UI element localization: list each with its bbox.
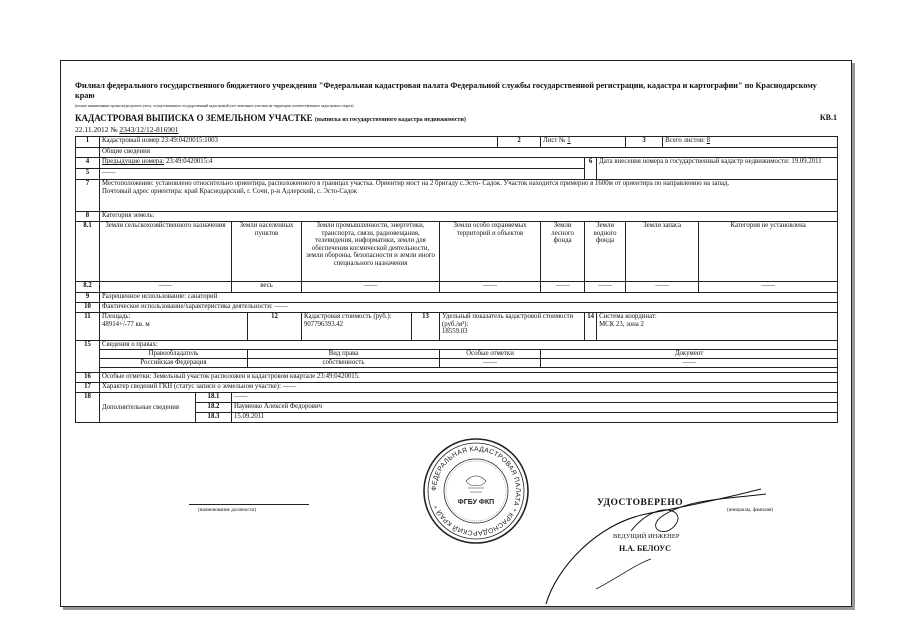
stamp-ring-text: ФЕДЕРАЛЬНАЯ КАДАСТРОВАЯ ПАЛАТА * КРАСНОДАРСКИЙ КРАЙ *: [430, 445, 522, 537]
row-17: [76, 383, 838, 393]
row-6-num: 6: [585, 158, 597, 180]
cadastral-table: [75, 136, 838, 423]
rights-type-value: собственность: [248, 359, 440, 368]
category-protected: Земли особо охраняемых территорий и объектов: [440, 222, 541, 282]
row-3-num: 3: [626, 137, 663, 148]
entry-date-cell: [597, 158, 838, 180]
row-18-3-num: 18.3: [196, 413, 232, 423]
rights-document-header: Документ: [541, 350, 838, 359]
cadastral-value-value: 907796393.42: [304, 320, 344, 328]
category-value-agricultural: ——: [100, 282, 232, 293]
row-15-label: [76, 341, 838, 350]
entry-date-value: 19.09.2011: [791, 158, 822, 165]
category-water: Земли водного фонда: [585, 222, 626, 282]
permitted-use-cell: [100, 293, 838, 303]
category-value-industrial: ——: [302, 282, 440, 293]
permitted-use-value: санаторий: [187, 293, 218, 300]
row-18-1: [76, 393, 838, 403]
row-8-num: 8: [76, 212, 100, 222]
document-date-number: [75, 125, 179, 134]
document-title: [75, 113, 466, 123]
rights-header-row: [76, 350, 838, 359]
specific-value-cell: [440, 313, 585, 341]
category-forest: Земли лесного фонда: [541, 222, 585, 282]
row-9: [76, 293, 838, 303]
document-number: 2343/12/12-816901: [119, 125, 179, 134]
stamp-emblem-icon: [466, 476, 486, 492]
category-value-water: ——: [585, 282, 626, 293]
area-cell: [100, 313, 248, 341]
additional-info-value-1: ——: [232, 393, 838, 403]
record-status-cell: [100, 383, 838, 393]
cadastral-number-label: Кадастровый номер: [102, 137, 160, 144]
document-title-note: (выписка из государственного кадастра недвижимости): [314, 117, 466, 123]
rights-label: Сведения о правах:: [100, 341, 838, 350]
actual-use-cell: [100, 303, 838, 313]
row-13-num: 13: [412, 313, 440, 341]
document-number-prefix: №: [110, 125, 118, 134]
signer-name: Н.А. БЕЛОУС: [619, 544, 671, 553]
position-signature-line: [189, 504, 309, 505]
category-value-reserve: ——: [626, 282, 699, 293]
organization-name: Филиал федерального государственного бюджетного учреждения "Федеральная кадастровая палата Федеральной службы государственной регистрации, кадастра и картографии" по Краснодарскому краю: [75, 81, 817, 100]
row-12-num: 12: [248, 313, 302, 341]
sheet-number-label: Лист №: [543, 137, 566, 144]
previous-numbers-label: Предыдущие номера:: [102, 158, 165, 165]
previous-numbers-value: 23:49:0420015:4: [165, 158, 213, 165]
general-row: [76, 148, 838, 158]
category-value-settlements: весь: [232, 282, 302, 293]
row-8: [76, 212, 838, 222]
rights-value-row: [76, 359, 838, 368]
specific-value-label: Удельный показатель кадастровой стоимости (руб./м²):: [442, 313, 574, 328]
category-value-forest: ——: [541, 282, 585, 293]
rights-holder-value: Российская Федерация: [100, 359, 248, 368]
cadastral-value-cell: [302, 313, 412, 341]
position-caption: (наименование должности): [198, 508, 257, 513]
total-sheets-label: Всего листов:: [665, 137, 705, 144]
category-not-established: Категория не установлена: [699, 222, 838, 282]
row-18-num: 18: [76, 393, 100, 423]
row-18-2-num: 18.2: [196, 403, 232, 413]
signer-position: ВЕДУЩИЙ ИНЖЕНЕР: [613, 533, 680, 540]
additional-info-label: Дополнительные сведения: [100, 393, 196, 423]
certified-label: УДОСТОВЕРЕНО: [597, 498, 684, 508]
cadastral-value-label: Кадастровая стоимость (руб.):: [304, 313, 392, 320]
row-4-num: 4: [76, 158, 100, 169]
document-sheet: [60, 60, 852, 607]
location-text: Местоположение: установлено относительно ориентира, расположенного в границах участка. Ориентир мост на 2 бригаду с.Эсто- Садок. Участок находится примерно в 1600м от ориентира по направлению на запад.: [102, 180, 730, 187]
row-8-1: [76, 222, 838, 282]
row-7-num: 7: [76, 180, 100, 212]
official-stamp-icon: [421, 436, 531, 546]
row-7: [76, 180, 838, 212]
row-4: [76, 158, 838, 169]
handwritten-signature-icon: [536, 469, 776, 609]
organization-note: (полное наименование органа кадастрового учета, осуществляющего государственный кадастровый учет земельных участков на территории соответствующего кадастрового округа): [75, 104, 354, 108]
additional-info-value-2: Науменко Алексей Федорович: [232, 403, 838, 413]
total-sheets-value: 8: [706, 137, 711, 144]
record-status-value: ——: [282, 383, 297, 390]
document-title-text: КАДАСТРОВАЯ ВЫПИСКА О ЗЕМЕЛЬНОМ УЧАСТКЕ: [75, 113, 313, 123]
rights-document-value: ——: [541, 359, 838, 368]
additional-info-value-3: 15.09.2011: [232, 413, 838, 423]
row-14-num: 14: [585, 313, 597, 341]
row-16: [76, 373, 838, 383]
rights-holder-header: Правообладатель: [100, 350, 248, 359]
row-5-num: 5: [76, 169, 100, 180]
category-industrial: Земли промышленности, энергетики, транспорта, связи, радиовещания, телевидения, информатики, земли для обеспечения космической деятельности, земли обороны, безопасности и земли иного специального назначения: [302, 222, 440, 282]
row-2-num: 2: [498, 137, 541, 148]
row-8-1-num: 8.1: [76, 222, 100, 282]
name-caption: (инициалы, фамилия): [727, 508, 774, 513]
cadastral-number-cell: [100, 137, 498, 148]
cadastral-number-value: 23:49:0420015:1003: [161, 137, 218, 144]
row-11: [76, 313, 838, 341]
category-reserve: Земли запаса: [626, 222, 699, 282]
row-1: [76, 137, 838, 148]
row-8-2: [76, 282, 838, 293]
previous-numbers-cell: [100, 158, 585, 169]
row-1-num: 1: [76, 137, 100, 148]
document-date: 22.11.2012: [75, 125, 109, 134]
actual-use-value: ——: [274, 303, 289, 310]
permitted-use-label: Разрешенное использование:: [102, 293, 187, 300]
row-9-num: 9: [76, 293, 100, 303]
stamp-center-text: ФГБУ ФКП: [457, 499, 495, 506]
row-18-1-num: 18.1: [196, 393, 232, 403]
row-11-num: 11: [76, 313, 100, 341]
general-empty-cell: [76, 148, 100, 158]
row-17-num: 17: [76, 383, 100, 393]
row-16-num: 16: [76, 373, 100, 383]
area-label: Площадь:: [102, 313, 131, 320]
rights-marks-header: Особые отметки: [440, 350, 541, 359]
category-settlements: Земли населенных пунктов: [232, 222, 302, 282]
sheet-number-value: 1: [567, 137, 571, 144]
sheet-number-cell: [541, 137, 626, 148]
category-agricultural: Земли сельскохозяйственного назначения: [100, 222, 232, 282]
specific-value-value: 18559.03: [442, 328, 468, 336]
general-info-heading: Общие сведения: [100, 148, 838, 158]
postal-address-text: Почтовый адрес ориентира: край Краснодарский, г. Сочи, р-н Адлерский, с. Эсто-Садок: [102, 187, 358, 195]
coordinate-system-cell: [597, 313, 838, 341]
form-code: КВ.1: [819, 113, 837, 122]
total-sheets-cell: [663, 137, 838, 148]
row-10-num: 10: [76, 303, 100, 313]
actual-use-label: Фактическое использование/характеристика деятельности:: [102, 303, 273, 310]
coordinate-system-value: МСК 23, зона 2: [599, 320, 644, 328]
category-value-not-established: ——: [699, 282, 838, 293]
record-status-label: Характер сведений ГКН (статус записи о земельном участке):: [102, 383, 281, 390]
rights-marks-value: ——: [440, 359, 541, 368]
coordinate-system-label: Система координат:: [599, 313, 657, 320]
area-value: 48914+/-77 кв. м: [102, 320, 150, 328]
entry-date-label: Дата внесения номера в государственный кадастр недвижимости:: [599, 158, 790, 165]
special-marks-text: Особые отметки: Земельный участок расположен в кадастровом квартале 23:49:0420015.: [100, 373, 838, 383]
row-10: [76, 303, 838, 313]
category-value-protected: ——: [440, 282, 541, 293]
rights-type-header: Вид права: [248, 350, 440, 359]
land-category-label: Категория земель:: [100, 212, 838, 222]
location-cell: [100, 180, 838, 212]
row-5-value: ——: [100, 169, 585, 180]
row-8-2-num: 8.2: [76, 282, 100, 293]
row-15-num: 15: [76, 341, 100, 373]
